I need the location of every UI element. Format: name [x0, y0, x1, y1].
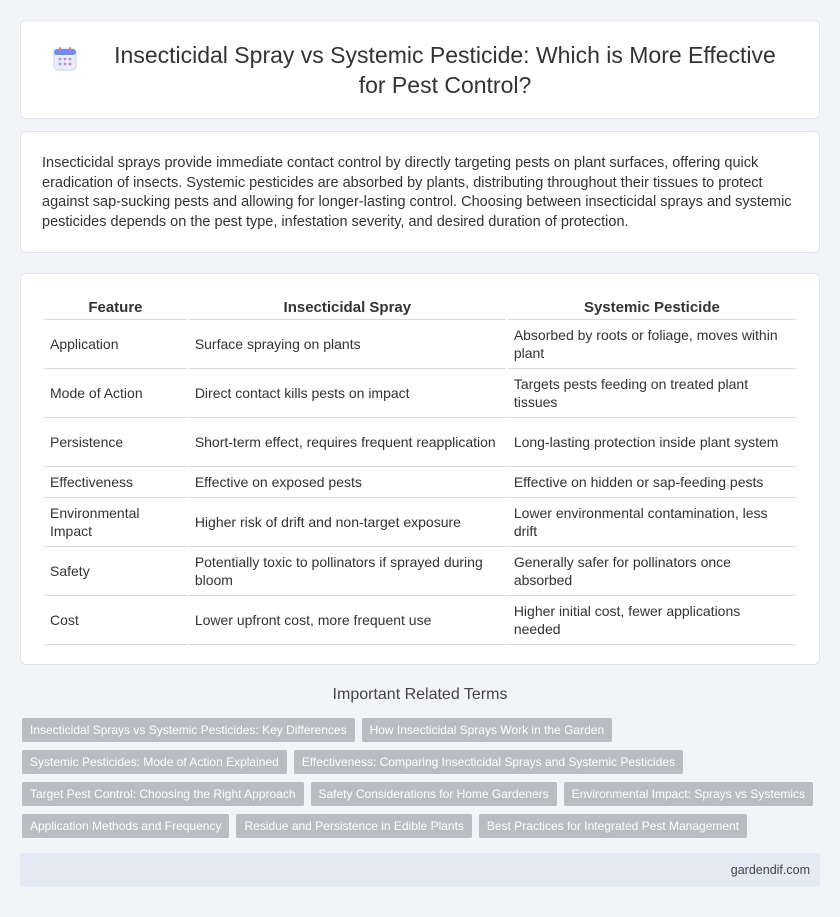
related-terms-tags	[22, 718, 822, 846]
tag-row	[22, 814, 822, 838]
footer	[20, 853, 820, 887]
related-term-tag[interactable]: Systemic Pesticides: Mode of Action Explained	[22, 750, 287, 774]
cell-systemic: Effective on hidden or sap-feeding pests	[508, 467, 796, 498]
intro-paragraph: Insecticidal sprays provide immediate contact control by directly targeting pests on plant surfaces, offering quick eradication of insects. Systemic pesticides are absorbed by plants, distributing throughout their tissues to protect against sap-sucking pests and allowing for longer-lasting control. Choosing between insecticidal sprays and systemic pesticides depends on the pest type, infestation severity, and desired duration of protection.	[42, 155, 792, 230]
cell-systemic: Generally safer for pollinators once absorbed	[508, 547, 796, 596]
related-term-tag[interactable]: Residue and Persistence in Edible Plants	[236, 814, 471, 838]
cell-systemic: Higher initial cost, fewer applications needed	[508, 596, 796, 645]
header-insecticidal-spray: Insecticidal Spray	[189, 294, 506, 320]
cell-feature: Environmental Impact	[44, 498, 187, 547]
cell-spray: Surface spraying on plants	[189, 320, 506, 369]
related-term-tag[interactable]: Safety Considerations for Home Gardeners	[311, 782, 557, 806]
table-row	[44, 547, 796, 596]
table-header-row	[44, 294, 796, 320]
comparison-table-card	[20, 273, 820, 665]
cell-spray: Effective on exposed pests	[189, 467, 506, 498]
related-term-tag[interactable]: Environmental Impact: Sprays vs Systemics	[564, 782, 813, 806]
table-row	[44, 498, 796, 547]
table-row	[44, 467, 796, 498]
tag-row	[22, 750, 822, 774]
footer-site-link[interactable]: gardendif.com	[730, 863, 810, 877]
related-term-tag[interactable]: Insecticidal Sprays vs Systemic Pesticides: Key Differences	[22, 718, 355, 742]
table-row	[44, 320, 796, 369]
cell-systemic: Absorbed by roots or foliage, moves within plant	[508, 320, 796, 369]
page-title: Insecticidal Spray vs Systemic Pesticide: Which is More Effective for Pest Control?	[114, 41, 776, 98]
calendar-icon	[51, 45, 79, 73]
cell-systemic: Targets pests feeding on treated plant tissues	[508, 369, 796, 418]
related-term-tag[interactable]: How Insecticidal Sprays Work in the Garden	[362, 718, 613, 742]
cell-spray: Short-term effect, requires frequent reapplication	[189, 418, 506, 467]
table-row	[44, 369, 796, 418]
comparison-table	[42, 294, 798, 645]
table-row	[44, 596, 796, 645]
cell-spray: Lower upfront cost, more frequent use	[189, 596, 506, 645]
related-term-tag[interactable]: Effectiveness: Comparing Insecticidal Sprays and Systemic Pesticides	[294, 750, 683, 774]
related-term-tag[interactable]: Application Methods and Frequency	[22, 814, 229, 838]
cell-feature: Mode of Action	[44, 369, 187, 418]
cell-spray: Direct contact kills pests on impact	[189, 369, 506, 418]
cell-feature: Effectiveness	[44, 467, 187, 498]
related-terms-title: Important Related Terms	[332, 686, 508, 703]
header-feature: Feature	[44, 294, 187, 320]
intro-card	[20, 131, 820, 253]
cell-feature: Safety	[44, 547, 187, 596]
cell-systemic: Lower environmental contamination, less drift	[508, 498, 796, 547]
cell-spray: Potentially toxic to pollinators if sprayed during bloom	[189, 547, 506, 596]
cell-feature: Application	[44, 320, 187, 369]
cell-feature: Cost	[44, 596, 187, 645]
related-term-tag[interactable]: Target Pest Control: Choosing the Right Approach	[22, 782, 304, 806]
tag-row	[22, 782, 822, 806]
header-card	[20, 20, 820, 119]
table-row	[44, 418, 796, 467]
cell-systemic: Long-lasting protection inside plant system	[508, 418, 796, 467]
related-term-tag[interactable]: Best Practices for Integrated Pest Management	[479, 814, 747, 838]
tag-row	[22, 718, 822, 742]
cell-spray: Higher risk of drift and non-target exposure	[189, 498, 506, 547]
header-systemic-pesticide: Systemic Pesticide	[508, 294, 796, 320]
cell-feature: Persistence	[44, 418, 187, 467]
